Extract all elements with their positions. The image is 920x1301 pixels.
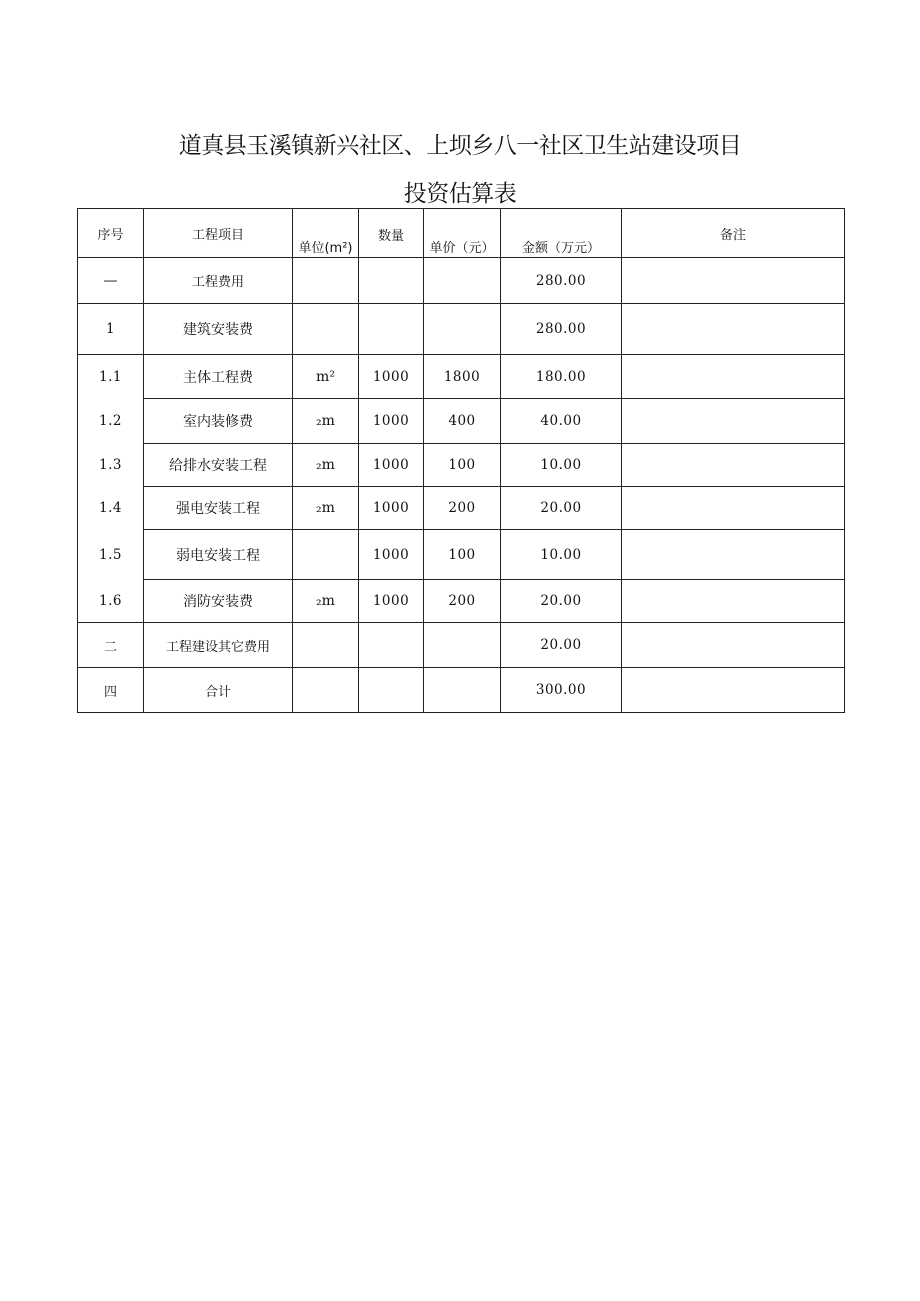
cell-qty: [359, 304, 424, 355]
header-unit: 单位(m²): [293, 209, 359, 258]
cell-note: [622, 668, 845, 713]
table-row: [78, 444, 845, 487]
table-header-row: [78, 209, 845, 258]
cell-unit: m²: [293, 355, 359, 399]
table-row: [78, 258, 845, 304]
cell-price: [424, 258, 501, 304]
cell-amount: 20.00: [501, 487, 622, 530]
cell-amount: 40.00: [501, 399, 622, 444]
cell-seq: 1.2: [78, 399, 144, 444]
cell-qty: [359, 668, 424, 713]
cell-item: 主体工程费: [144, 355, 293, 399]
cell-price: 100: [424, 444, 501, 487]
cell-qty: [359, 623, 424, 668]
header-note: 备注: [622, 209, 845, 258]
cell-qty: 1000: [359, 530, 424, 580]
cell-unit: ₂m: [293, 399, 359, 444]
header-amount: 金额（万元）: [501, 209, 622, 258]
cell-seq: 四: [78, 668, 144, 713]
cell-qty: 1000: [359, 399, 424, 444]
cell-seq: —: [78, 258, 144, 304]
cell-note: [622, 623, 845, 668]
cell-item: 给排水安装工程: [144, 444, 293, 487]
cell-unit: [293, 258, 359, 304]
cell-amount: 280.00: [501, 258, 622, 304]
cell-seq: 二: [78, 623, 144, 668]
cell-seq: 1.6: [78, 580, 144, 623]
table-row: [78, 623, 845, 668]
cell-item: 消防安装费: [144, 580, 293, 623]
cell-unit: [293, 668, 359, 713]
table-row: [78, 487, 845, 530]
cell-qty: 1000: [359, 580, 424, 623]
header-price: 单价（元）: [424, 209, 501, 258]
cell-seq: 1.3: [78, 444, 144, 487]
cell-amount: 300.00: [501, 668, 622, 713]
cell-amount: 20.00: [501, 580, 622, 623]
table-row: [78, 399, 845, 444]
cell-seq: 1.1: [78, 355, 144, 399]
cell-item: 工程建设其它费用: [144, 623, 293, 668]
cell-unit: ₂m: [293, 580, 359, 623]
cell-unit: [293, 304, 359, 355]
cell-note: [622, 580, 845, 623]
cell-item: 合计: [144, 668, 293, 713]
cell-item: 室内装修费: [144, 399, 293, 444]
cell-unit: ₂m: [293, 444, 359, 487]
page-subtitle: 投资估算表: [403, 181, 517, 207]
cell-qty: 1000: [359, 355, 424, 399]
cell-price: 200: [424, 580, 501, 623]
cell-note: [622, 487, 845, 530]
header-seq: 序号: [78, 209, 144, 258]
page-title: 道真县玉溪镇新兴社区、上坝乡八一社区卫生站建设项目: [178, 133, 742, 159]
cell-item: 强电安装工程: [144, 487, 293, 530]
cell-unit: [293, 530, 359, 580]
cell-amount: 10.00: [501, 530, 622, 580]
cell-item: 弱电安装工程: [144, 530, 293, 580]
cell-price: [424, 304, 501, 355]
cell-amount: 20.00: [501, 623, 622, 668]
header-item: 工程项目: [144, 209, 293, 258]
cell-note: [622, 444, 845, 487]
cell-price: 400: [424, 399, 501, 444]
cell-price: [424, 668, 501, 713]
table-row: [78, 304, 845, 355]
cell-price: 1800: [424, 355, 501, 399]
cell-seq: 1.5: [78, 530, 144, 580]
cell-amount: 10.00: [501, 444, 622, 487]
cell-item: 建筑安装费: [144, 304, 293, 355]
cell-price: 200: [424, 487, 501, 530]
table-row: [78, 530, 845, 580]
cell-qty: 1000: [359, 487, 424, 530]
cell-price: [424, 623, 501, 668]
cell-seq: 1: [78, 304, 144, 355]
cell-seq: 1.4: [78, 487, 144, 530]
table-row: [78, 355, 845, 399]
cell-unit: ₂m: [293, 487, 359, 530]
table-row: [78, 668, 845, 713]
table-row: [78, 580, 845, 623]
cell-unit: [293, 623, 359, 668]
cell-qty: [359, 258, 424, 304]
cell-note: [622, 399, 845, 444]
cell-item: 工程费用: [144, 258, 293, 304]
cell-note: [622, 355, 845, 399]
cell-amount: 280.00: [501, 304, 622, 355]
cell-note: [622, 304, 845, 355]
cell-amount: 180.00: [501, 355, 622, 399]
cell-note: [622, 530, 845, 580]
header-qty: 数量: [359, 209, 424, 258]
cell-qty: 1000: [359, 444, 424, 487]
estimate-table: [77, 208, 845, 713]
cell-note: [622, 258, 845, 304]
cell-price: 100: [424, 530, 501, 580]
